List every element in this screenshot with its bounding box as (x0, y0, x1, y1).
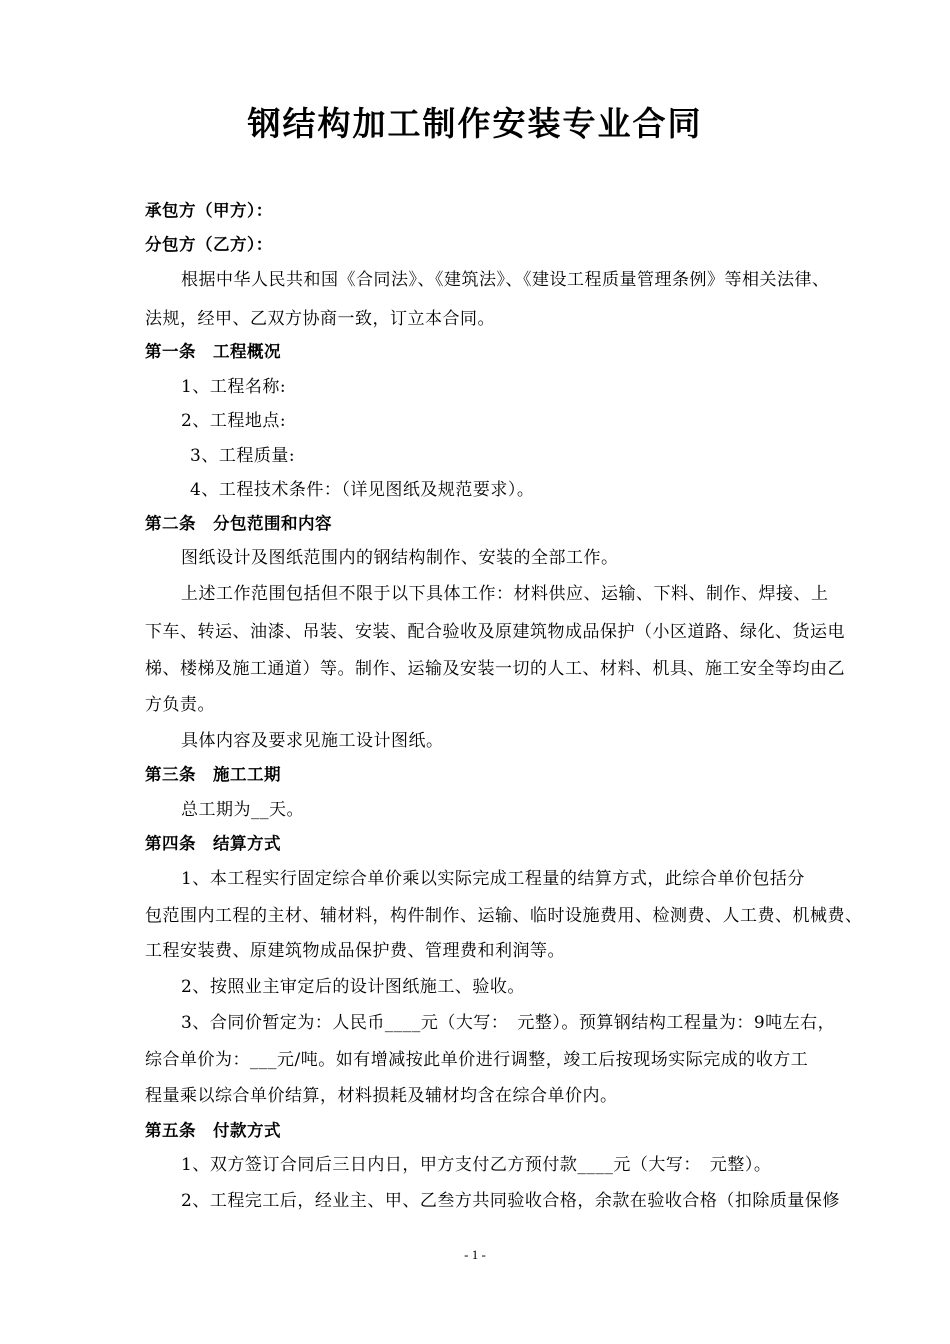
article-1-heading: 第一条 工程概况 (145, 342, 281, 361)
article-3-paragraph-1: 总工期为__天。 (181, 800, 304, 820)
article-4-heading: 第四条 结算方式 (145, 834, 281, 853)
article-2-paragraph-1: 图纸设计及图纸范围内的钢结构制作、安装的全部工作。 (181, 548, 619, 568)
article-4-paragraph-1-line: 工程安装费、原建筑物成品保护费、管理费和利润等。 (145, 941, 565, 961)
intro-line-2: 法规，经甲、乙双方协商一致，订立本合同。 (145, 309, 495, 329)
article-5-paragraph-2: 2、工程完工后，经业主、甲、乙叁方共同验收合格，余款在验收合格（扣除质量保修 (181, 1191, 840, 1211)
article-2-paragraph-2-line: 梯、楼梯及施工通道）等。制作、运输及安装一切的人工、材料、机具、施工安全等均由乙 (145, 659, 845, 679)
article-3-heading: 第三条 施工工期 (145, 765, 281, 784)
party-b-label: 分包方（乙方）： (145, 235, 273, 254)
article-1-item: 2、工程地点: (181, 411, 287, 431)
article-4-paragraph-1-line: 包范围内工程的主材、辅材料，构件制作、运输、临时设施费用、检测费、人工费、机械费、 (145, 906, 863, 926)
article-4-paragraph-3-line: 3、合同价暂定为：人民币____元（大写： 元整）。预算钢结构工程量为：9吨左右， (181, 1013, 836, 1033)
article-4-paragraph-3-line: 程量乘以综合单价结算，材料损耗及辅材均含在综合单价内。 (145, 1086, 618, 1106)
article-2-paragraph-3: 具体内容及要求见施工设计图纸。 (181, 731, 444, 751)
article-4-paragraph-3-line: 综合单价为：___元/吨。如有增减按此单价进行调整，竣工后按现场实际完成的收方工 (145, 1050, 809, 1070)
article-5-heading: 第五条 付款方式 (145, 1121, 281, 1140)
article-1-item: 4、工程技术条件：（详见图纸及规范要求）。 (190, 480, 535, 500)
article-5-paragraph-1: 1、双方签订合同后三日内日，甲方支付乙方预付款____元（大写： 元整）。 (181, 1155, 772, 1175)
article-2-paragraph-2-line: 方负责。 (145, 695, 215, 715)
article-2-heading: 第二条 分包范围和内容 (145, 514, 332, 533)
page-number: - 1 - (464, 1247, 486, 1262)
intro-line-1: 根据中华人民共和国《合同法》、《建筑法》、《建设工程质量管理条例》等相关法律、 (181, 270, 830, 290)
article-4-paragraph-2: 2、按照业主审定后的设计图纸施工、验收。 (181, 977, 525, 997)
party-a-label: 承包方（甲方）： (145, 201, 273, 220)
article-2-paragraph-2-line: 下车、转运、油漆、吊装、安装、配合验收及原建筑物成品保护（小区道路、绿化、货运电 (145, 622, 845, 642)
document-title: 钢结构加工制作安装专业合同 (247, 104, 703, 143)
article-1-item: 1、工程名称: (181, 377, 287, 397)
article-2-paragraph-2-line: 上述工作范围包括但不限于以下具体工作：材料供应、运输、下料、制作、焊接、上 (181, 584, 829, 604)
article-1-item: 3、工程质量: (190, 446, 296, 466)
article-4-paragraph-1-line: 1、本工程实行固定综合单价乘以实际完成工程量的结算方式，此综合单价包括分 (181, 869, 805, 889)
